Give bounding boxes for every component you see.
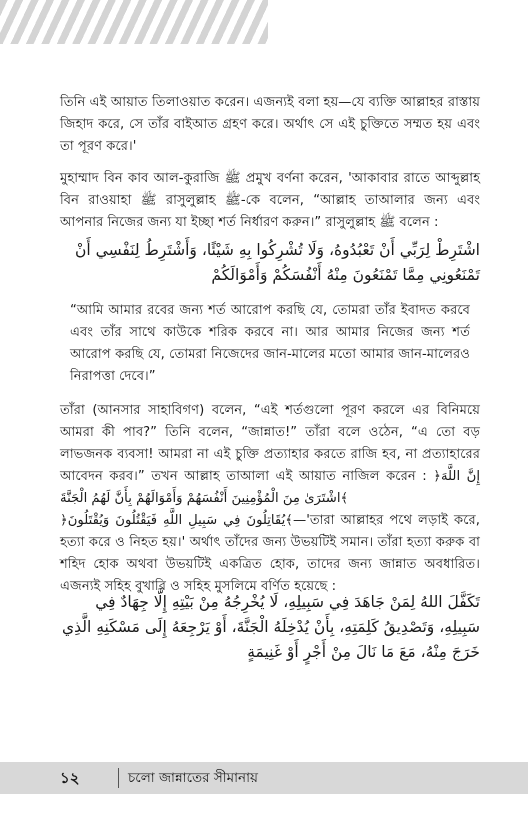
paragraph-text: তিনি এই আয়াত তিলাওয়াত করেন। এজন্যই বলা হয়—যে ব্যক্তি আল্লাহর রাস্তায় জিহাদ করে, সে তাঁর বাইআত গ্রহণ করে। অর্থাৎ সে এই চুক্তিতে সম্মত হয় এবং তা পূরণ করে।' (60, 95, 480, 154)
paragraph-1 (60, 92, 480, 158)
translation-quote (70, 300, 470, 388)
header-decoration (0, 0, 268, 44)
quote-text: “আমি আমার রবের জন্য শর্ত আরোপ করছি যে, তোমরা তাঁর ইবাদত করবে এবং তাঁর সাথে কাউকে শরিক করবে না। আর আমার নিজের জন্য শর্ত আরোপ করছি যে, তোমরা নিজেদের জান-মালের মতো আমার জান-মালেরও নিরাপত্তা দেবে।” (70, 303, 470, 384)
paragraph-2 (60, 168, 480, 234)
arabic-hadith-2 (60, 590, 480, 665)
paragraph-4 (60, 510, 480, 598)
footer-divider (118, 768, 119, 788)
book-title: চলো জান্নাতের সীমানায় (128, 770, 258, 786)
paragraph-text: তাঁরা (আনসার সাহাবিগণ) বলেন, “এই শর্তগুলো পূরণ করলে এর বিনিময়ে আমরা কী পাব?” তিনি বলেন, “জান্নাত!” তাঁরা বলে ওঠেন, “এ তো বড় লাভজনক ব্যবসা! আমরা না এই চুক্তি প্রত্যাহার করতে রাজি হব, না প্রত্যাহারের আবেদন করব।” তখন আল্লাহ তাআলা এই আয়াত নাজিল করেন : ﴿إِنَّ اللَّهَ اشْتَرَىٰ مِنَ الْمُؤْمِنِينَ أَنْفُسَهُمْ وَأَمْوَالَهُمْ بِأَنَّ لَهُمُ الْجَنَّةَ﴾ (60, 403, 480, 506)
paragraph-text: মুহাম্মাদ বিন কাব আল-কুরাজি ﷺ প্রমুখ বর্ণনা করেন, 'আকাবার রাতে আব্দুল্লাহ বিন রাওয়াহা ﷺ রাসুলুল্লাহ ﷺ-কে বলেন, “আল্লাহ তাআলার জন্য এবং আপনার নিজের জন্য যা ইচ্ছা শর্ত নির্ধারণ করুন।” রাসুলুল্লাহ ﷺ বলেন : (60, 171, 481, 230)
arabic-hadith-1 (60, 238, 480, 288)
paragraph-3 (60, 400, 480, 510)
arabic-text: اشْتَرِطْ لِرَبِّي أَنْ تَعْبُدُوهُ، وَلَا تُشْرِكُوا بِهِ شَيْئًا، وَأَشْتَرِطُ لِنَفْسِي أَنْ تَمْنَعُونِي مِمَّا تَمْنَعُونَ مِنْهُ أَنْفُسَكُمْ وَأَمْوَالَكُمْ (75, 241, 480, 284)
paragraph-text: ﴿يُقَاتِلُونَ فِي سَبِيلِ اللَّهِ فَيَقْتُلُونَ وَيُقْتَلُونَ﴾—'তারা আল্লাহর পথে লড়াই করে, হত্যা করে ও নিহত হয়।' অর্থাৎ তাঁদের জন্য উভয়টিই সমান। তাঁরা হত্যা করুক বা শহিদ হোক অথবা উভয়টিই একত্রিত হোক, তাদের জন্য জান্নাত অবধারিত। এজন্যই সহিহ বুখারি ও সহিহ মুসলিমে বর্ণিত হয়েছে : (60, 513, 480, 594)
arabic-text: تَكَفَّلَ اللهُ لِمَنْ جَاهَدَ فِي سَبِيلِهِ، لَا يُخْرِجُهُ مِنْ بَيْتِهِ إِلَّا جِهَادٌ فِي سَبِيلِهِ، وَتَصْدِيقُ كَلِمَتِهِ، بِأَنْ يُدْخِلَهُ الْجَنَّةَ، أَوْ يَرْجِعَهُ إِلَى مَسْكَنِهِ الَّذِي خَرَجَ مِنْهُ، مَعَ مَا نَالَ مِنْ أَجْرٍ أَوْ غَنِيمَةٍ (61, 593, 480, 661)
page-number: ১২ (60, 769, 80, 787)
